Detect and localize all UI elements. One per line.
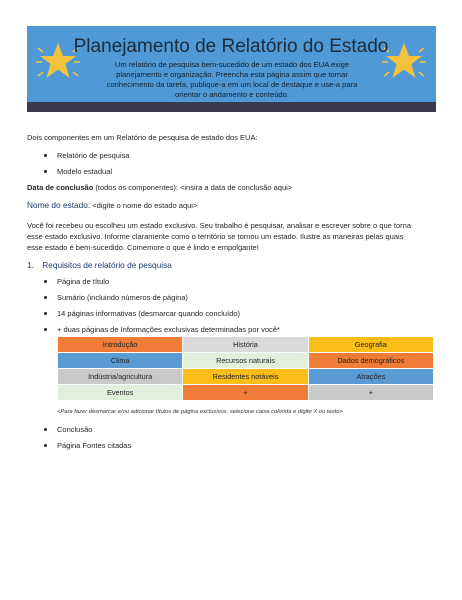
topic-cell[interactable]: História — [183, 337, 308, 353]
state-name-field[interactable]: <digite o nome do estado aqui> — [90, 201, 198, 210]
list-item: Modelo estadual — [27, 166, 130, 182]
list-item: Conclusão — [27, 424, 131, 440]
list-item: + duas páginas de Informações exclusivas determinadas por você* — [27, 324, 280, 340]
state-name-label: Nome do estado: — [27, 200, 91, 210]
instructions-line: esse estado é bem-sucedido. Comemore o que é lindo e empolgante! — [27, 243, 259, 252]
table-row — [58, 353, 434, 369]
list-item: Sumário (incluindo números de página) — [27, 292, 280, 308]
subtitle-line: conhecimento da tarefa, publique-a em um local de destaque e use-a para — [106, 80, 358, 89]
banner-subtitle — [96, 60, 368, 100]
table-note: <Para fazer desmarcar e/ou adicionar títulos de página exclusivos, selecione caixa colorida e digite X ou texto> — [57, 409, 343, 415]
table-row — [58, 337, 434, 353]
topic-cell[interactable]: Clima — [58, 353, 183, 369]
table-row — [58, 385, 434, 401]
topic-cell[interactable]: + — [308, 385, 433, 401]
subtitle-line: orientar o andamento e conteúdo. — [175, 90, 289, 99]
page-title: Planejamento de Relatório do Estado — [73, 36, 389, 57]
instructions-line: Você foi recebeu ou escolheu um estado exclusivo. Seu trabalho é pesquisar, analisar e escrever sobre o que torna — [27, 221, 411, 230]
intro-text: Dois componentes em um Relatório de pesquisa de estado dos EUA: — [27, 133, 258, 142]
topic-cell[interactable]: Eventos — [58, 385, 183, 401]
list-item: Página Fontes citadas — [27, 440, 131, 456]
topics-table — [57, 336, 434, 401]
state-name-line — [27, 200, 197, 211]
due-date-line — [27, 182, 292, 193]
subtitle-line: Um relatório de pesquisa bem-sucedido de um estado dos EUA exige — [114, 60, 350, 69]
due-date-qualifier: (todos os componentes): — [93, 183, 180, 192]
topic-cell[interactable]: + — [183, 385, 308, 401]
requirements-list — [27, 276, 280, 340]
list-item: 14 páginas informativas (desmarcar quando concluído) — [27, 308, 280, 324]
heading-text: Requisitos de relatório de pesquisa — [42, 260, 172, 270]
instructions-line: esse estado exclusivo. Informe claramente como o território se tornou um estado. Ilustre as maneiras pelas quais — [27, 232, 404, 241]
topic-cell[interactable]: Indústria/agricultura — [58, 369, 183, 385]
due-date-field[interactable]: <insira a data de conclusão aqui> — [180, 183, 293, 192]
table-row — [58, 369, 434, 385]
list-item: Relatório de pesquisa — [27, 150, 130, 166]
components-list — [27, 150, 130, 182]
due-date-label: Data de conclusão — [27, 183, 94, 192]
heading-number: 1. — [27, 260, 34, 270]
topic-cell[interactable]: Atrações — [308, 369, 433, 385]
banner-bar — [27, 102, 436, 112]
topic-cell[interactable]: Recursos naturais — [183, 353, 308, 369]
topic-cell[interactable]: Introdução — [58, 337, 183, 353]
list-item: Página de título — [27, 276, 280, 292]
requirements-heading — [27, 260, 172, 270]
closing-list — [27, 424, 131, 456]
topic-cell[interactable]: Residentes notáveis — [183, 369, 308, 385]
topic-cell[interactable]: Dados demográficos — [308, 353, 433, 369]
topic-cell[interactable]: Geografia — [308, 337, 433, 353]
instructions-paragraph — [27, 220, 411, 253]
subtitle-line: planejamento e organização. Preencha esta página assim que tomar — [116, 70, 348, 79]
